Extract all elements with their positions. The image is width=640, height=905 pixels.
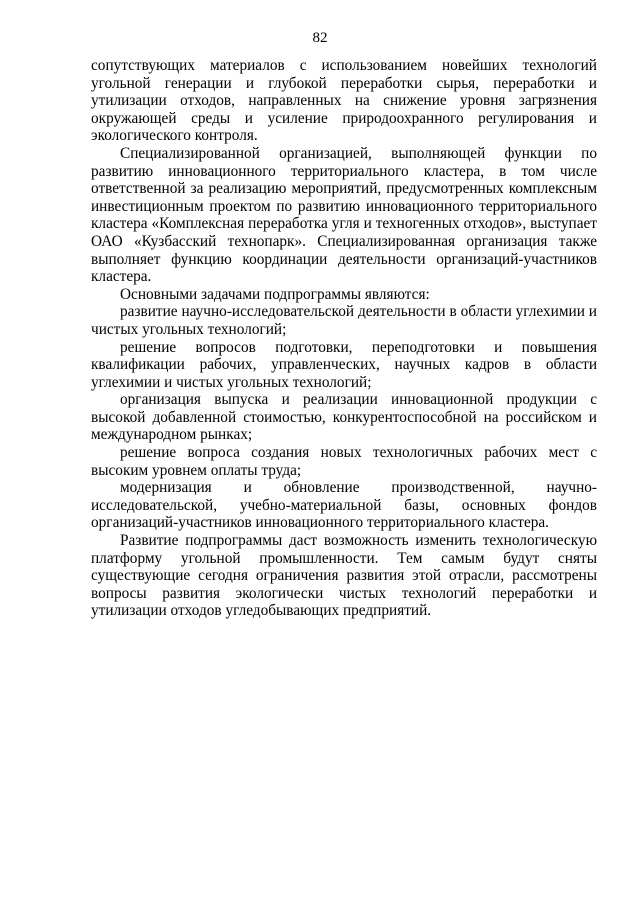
paragraph-conclusion: Развитие подпрограммы даст возможность изменить технологическую платформу угольной промышленности. Тем самым будут сняты существующие сегодня ограничения развития этой отрасли, рассмотрены вопросы развития экологически чистых технологий переработки и утилизации отходов угледобывающих предприятий. xyxy=(91,532,597,620)
list-item-task-jobs: решение вопроса создания новых технологичных рабочих мест с высоким уровнем оплаты труда; xyxy=(91,444,597,479)
list-item-task-production: организация выпуска и реализации инновационной продукции с высокой добавленной стоимостью, конкурентоспособной на российском и международном рынках; xyxy=(91,391,597,444)
list-item-task-training: решение вопросов подготовки, переподготовки и повышения квалификации рабочих, управленческих, научных кадров в области углехимии и чистых угольных технологий; xyxy=(91,338,597,391)
page-number: 82 xyxy=(312,30,328,46)
list-item-task-research: развитие научно-исследовательской деятельности в области углехимии и чистых угольных технологий; xyxy=(91,303,597,338)
paragraph-specialized-organization: Специализированной организацией, выполняющей функции по развитию инновационного территориального кластера, в том числе ответственной за реализацию мероприятий, предусмотренных комплексным инвестиционным проектом по развитию инновационного территориального кластера «Комплексная переработка угля и техногенных отходов», выступает ОАО «Кузбасский технопарк». Специализированная организация также выполняет функцию координации деятельности организаций-участников кластера. xyxy=(91,144,597,286)
paragraph-continuation: сопутствующих материалов с использованием новейших технологий угольной генерации и глубокой переработки сырья, переработки и утилизации отходов, направленных на снижение уровня загрязнения окружающей среды и усиление природоохранного регулирования и экологического контроля. xyxy=(91,57,597,145)
body-text xyxy=(91,57,597,620)
list-item-task-modernization: модернизация и обновление производственной, научно-исследовательской, учебно-материальной базы, основных фондов организаций-участников инновационного территориального кластера. xyxy=(91,479,597,532)
paragraph-tasks-heading: Основными задачами подпрограммы являются: xyxy=(120,285,430,303)
